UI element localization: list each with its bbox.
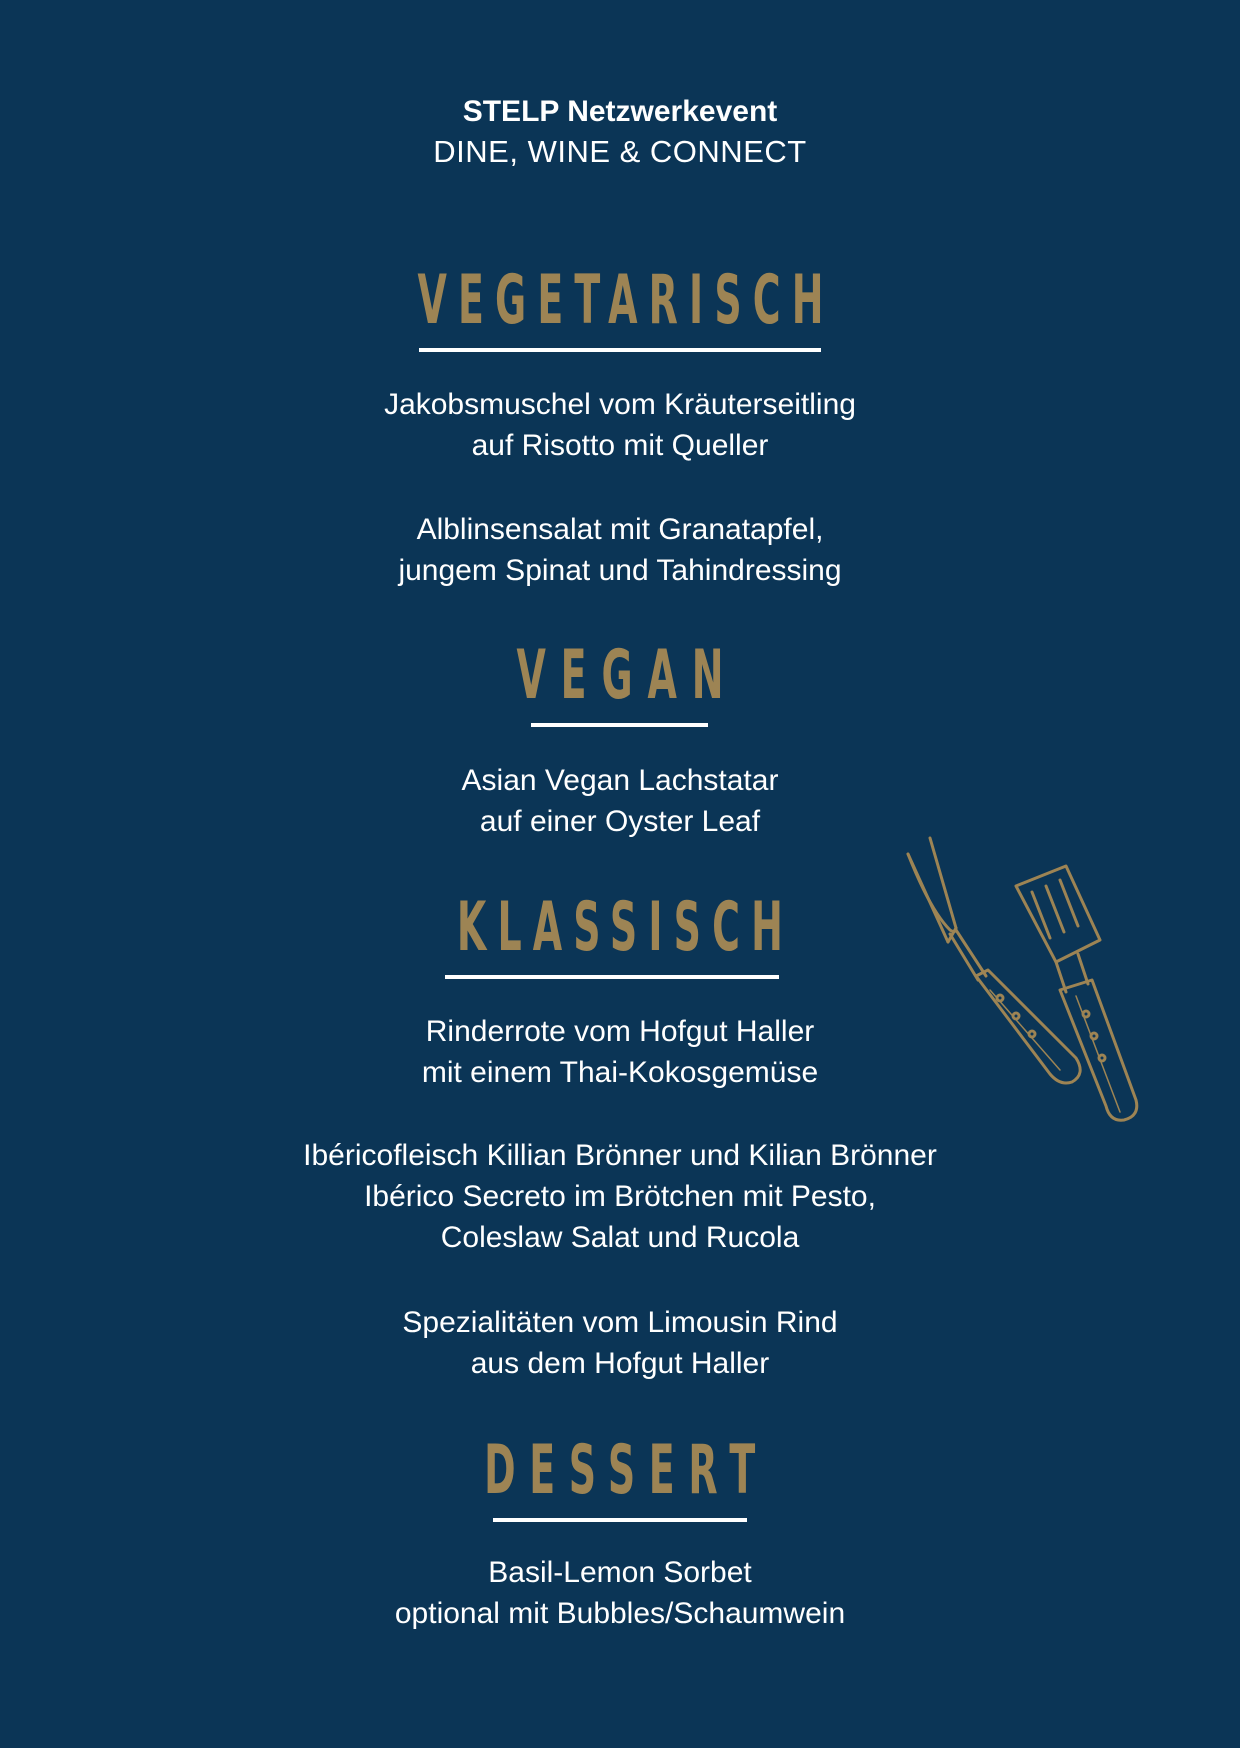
- dish-vegetarisch-1: [0, 384, 1240, 466]
- section-title-dessert: DESSERT: [484, 1431, 770, 1510]
- event-header: [0, 92, 1240, 172]
- dish-line: mit einem Thai-Kokosgemüse: [421, 1056, 819, 1089]
- dish-line: Spezialitäten vom Limousin Rind: [402, 1306, 838, 1339]
- dish-line: Jakobsmuschel vom Kräuterseitling: [384, 388, 856, 421]
- section-underline-vegan: [531, 723, 708, 727]
- dish-dessert-1: [0, 1552, 1240, 1634]
- section-heading-dessert: [0, 1431, 1240, 1510]
- section-underline-dessert: [493, 1518, 747, 1522]
- event-name: STELP Netzwerkevent: [462, 95, 778, 128]
- section-heading-vegetarisch: [0, 261, 1240, 340]
- dish-klassisch-3: [0, 1302, 1240, 1384]
- section-title-vegetarisch: VEGETARISCH: [416, 261, 835, 340]
- section-underline-vegetarisch: [419, 348, 821, 352]
- dish-line: Coleslaw Salat und Rucola: [440, 1221, 800, 1254]
- dish-klassisch-2: [0, 1135, 1240, 1258]
- dish-line: auf Risotto mit Queller: [471, 429, 769, 462]
- event-subtitle: DINE, WINE & CONNECT: [433, 134, 807, 169]
- spatula-icon: [1016, 866, 1137, 1120]
- dish-line: Ibérico Secreto im Brötchen mit Pesto,: [364, 1180, 876, 1213]
- dish-line: auf einer Oyster Leaf: [479, 805, 761, 838]
- section-title-klassisch: KLASSISCH: [457, 888, 795, 967]
- dish-line: jungem Spinat und Tahindressing: [398, 554, 842, 587]
- dish-vegetarisch-2: [0, 509, 1240, 591]
- grill-tools-icon: [890, 830, 1170, 1130]
- dish-line: Ibéricofleisch Killian Brönner und Kilian Brönner: [303, 1139, 937, 1172]
- dish-line: Basil-Lemon Sorbet: [488, 1556, 752, 1589]
- dish-line: optional mit Bubbles/Schaumwein: [394, 1597, 846, 1630]
- section-title-vegan: VEGAN: [516, 636, 739, 715]
- dish-line: aus dem Hofgut Haller: [470, 1347, 770, 1380]
- dish-line: Asian Vegan Lachstatar: [461, 764, 779, 797]
- section-heading-vegan: [0, 636, 1240, 715]
- dish-line: Alblinsensalat mit Granatapfel,: [416, 513, 824, 546]
- section-underline-klassisch: [445, 975, 779, 979]
- dish-line: Rinderrote vom Hofgut Haller: [425, 1015, 815, 1048]
